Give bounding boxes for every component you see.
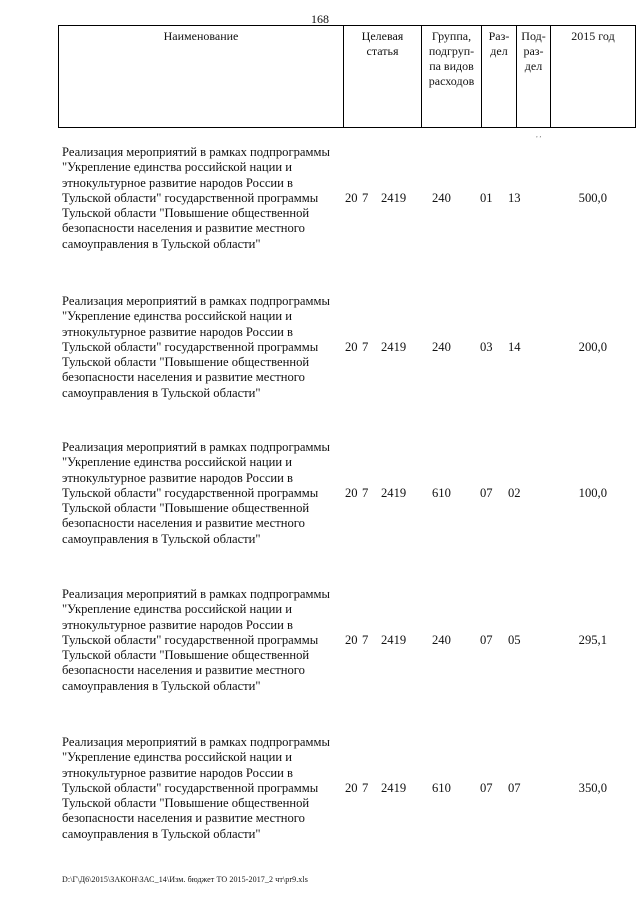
amount-2015: 200,0 [578, 340, 607, 354]
target-subprogram-code: 7 [362, 633, 369, 647]
section-code: 07 [480, 486, 493, 500]
row-description: Реализация мероприятий в рамках подпрограммы "Укрепление единства российской нации и этнокультурное развитие народов России в Тульской области" государственной программы Тульской области "Повышение общественной безопасности населения и развитие местного самоуправления в Тульской области" [62, 294, 330, 400]
table-header [58, 25, 636, 128]
target-subprogram-code: 7 [362, 486, 369, 500]
section-code: 01 [480, 191, 493, 205]
expense-group-code: 240 [432, 191, 451, 205]
amount-2015: 350,0 [578, 781, 607, 795]
subsection-code: 07 [508, 781, 521, 795]
header-year-2015: 2015 год [551, 26, 636, 128]
subsection-code: 14 [508, 340, 521, 354]
target-program-code: 20 [345, 191, 358, 205]
target-direction-code: 2419 [381, 191, 407, 205]
row-description: Реализация мероприятий в рамках подпрограммы "Укрепление единства российской нации и этнокультурное развитие народов России в Тульской области" государственной программы Тульской области "Повышение общественной безопасности населения и развитие местного самоуправления в Тульской области" [62, 145, 330, 251]
target-subprogram-code: 7 [362, 191, 369, 205]
expense-group-code: 240 [432, 633, 451, 647]
subsection-code: 05 [508, 633, 521, 647]
file-path-footer: D:\Г\Д6\2015\ЗАКОН\ЗАС_14\Изм. бюджет ТО 2015-2017_2 чт\pr9.xls [62, 875, 308, 884]
row-description: Реализация мероприятий в рамках подпрограммы "Укрепление единства российской нации и этнокультурное развитие народов России в Тульской области" государственной программы Тульской области "Повышение общественной безопасности населения и развитие местного самоуправления в Тульской области" [62, 440, 330, 546]
row-description: Реализация мероприятий в рамках подпрограммы "Укрепление единства российской нации и этнокультурное развитие народов России в Тульской области" государственной программы Тульской области "Повышение общественной безопасности населения и развитие местного самоуправления в Тульской области" [62, 587, 330, 693]
header-subsection: Под- раз- дел [517, 26, 551, 128]
header-expense-group: Группа, подгруп- па видов расходов [422, 26, 482, 128]
target-subprogram-code: 7 [362, 781, 369, 795]
corner-mark: , , [536, 131, 542, 139]
target-program-code: 20 [345, 781, 358, 795]
amount-2015: 500,0 [578, 191, 607, 205]
target-direction-code: 2419 [381, 781, 407, 795]
amount-2015: 100,0 [578, 486, 607, 500]
section-code: 03 [480, 340, 493, 354]
section-code: 07 [480, 781, 493, 795]
row-description: Реализация мероприятий в рамках подпрограммы "Укрепление единства российской нации и этнокультурное развитие народов России в Тульской области" государственной программы Тульской области "Повышение общественной безопасности населения и развитие местного самоуправления в Тульской области" [62, 735, 330, 841]
subsection-code: 02 [508, 486, 521, 500]
header-target-article: Целевая статья [344, 26, 422, 128]
header-section: Раз- дел [482, 26, 517, 128]
target-program-code: 20 [345, 633, 358, 647]
expense-group-code: 610 [432, 486, 451, 500]
amount-2015: 295,1 [578, 633, 607, 647]
target-program-code: 20 [345, 340, 358, 354]
target-program-code: 20 [345, 486, 358, 500]
expense-group-code: 610 [432, 781, 451, 795]
target-direction-code: 2419 [381, 486, 407, 500]
subsection-code: 13 [508, 191, 521, 205]
section-code: 07 [480, 633, 493, 647]
expense-group-code: 240 [432, 340, 451, 354]
header-name: Наименование [59, 26, 344, 128]
target-subprogram-code: 7 [362, 340, 369, 354]
page-number: 168 [311, 12, 329, 26]
target-direction-code: 2419 [381, 633, 407, 647]
target-direction-code: 2419 [381, 340, 407, 354]
